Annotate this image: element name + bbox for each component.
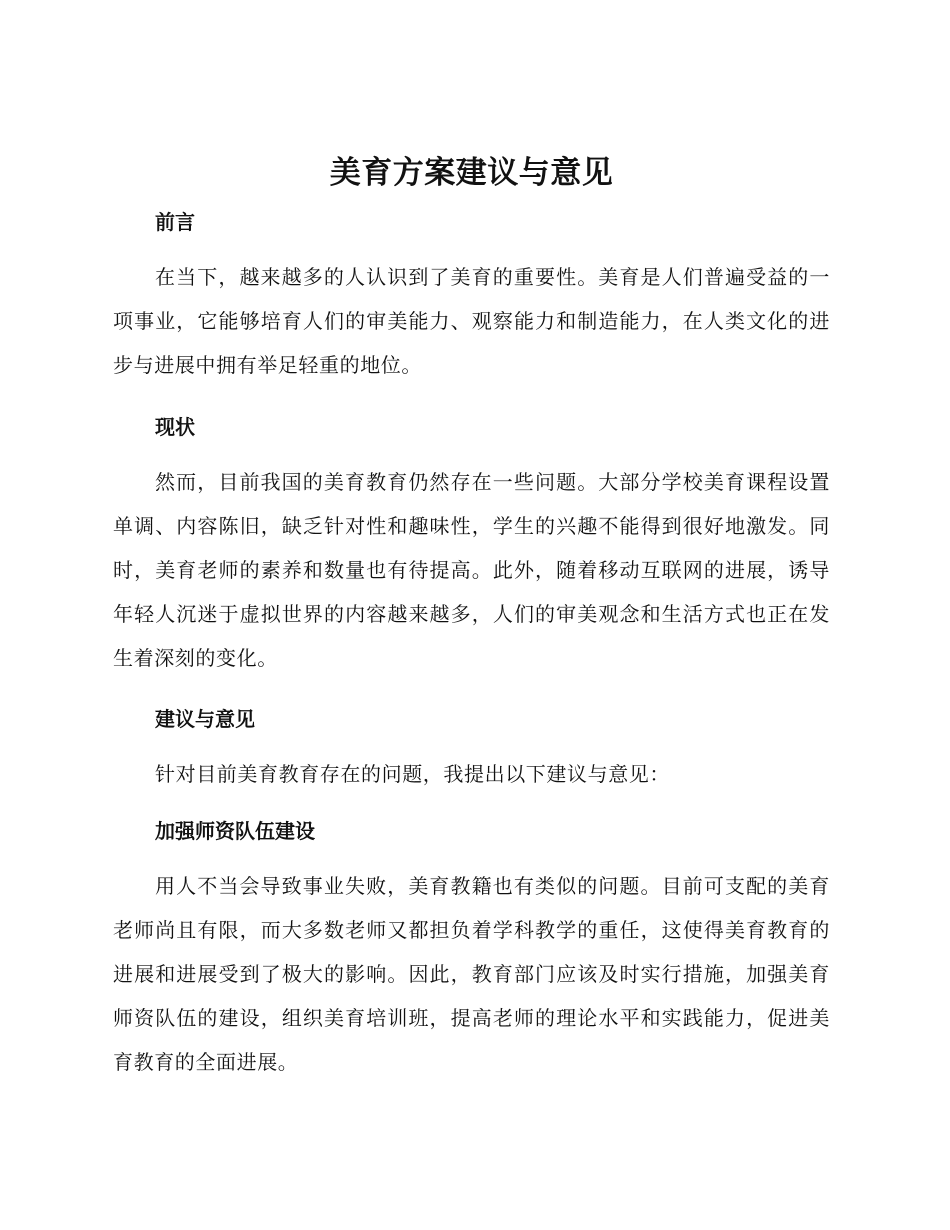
document-title: 美育方案建议与意见 — [329, 155, 614, 191]
section-heading-preface: 前言 — [155, 210, 195, 234]
section-heading-advice: 建议与意见 — [155, 707, 255, 731]
section-paragraph-status: 然而，目前我国的美育教育仍然存在一些问题。大部分学校美育课程设置单调、内容陈旧，缺乏针对性和趣味性，学生的兴趣不能得到很好地激发。同时，美育老师的素养和数量也有待提高。此外，随着移动互联网的进展，诱导年轻人沉迷于虚拟世界的内容越来越多，人们的审美观念和生活方式也正在发生着深刻的变化。 — [113, 470, 830, 670]
section-paragraph-advice: 针对目前美育教育存在的问题，我提出以下建议与意见： — [155, 762, 670, 786]
section-heading-status: 现状 — [155, 415, 195, 439]
section-paragraph-teachers: 用人不当会导致事业失败，美育教籍也有类似的问题。目前可支配的美育老师尚且有限，而大多数老师又都担负着学科教学的重任，这使得美育教育的进展和进展受到了极大的影响。因此，教育部门应该及时实行措施，加强美育师资队伍的建设，组织美育培训班，提高老师的理论水平和实践能力，促进美育教育的全面进展。 — [113, 874, 830, 1074]
section-heading-teachers: 加强师资队伍建设 — [155, 819, 315, 843]
document-body — [113, 150, 830, 1084]
section-paragraph-preface: 在当下，越来越多的人认识到了美育的重要性。美育是人们普遍受益的一项事业，它能够培育人们的审美能力、观察能力和制造能力，在人类文化的进步与进展中拥有举足轻重的地位。 — [113, 265, 830, 377]
